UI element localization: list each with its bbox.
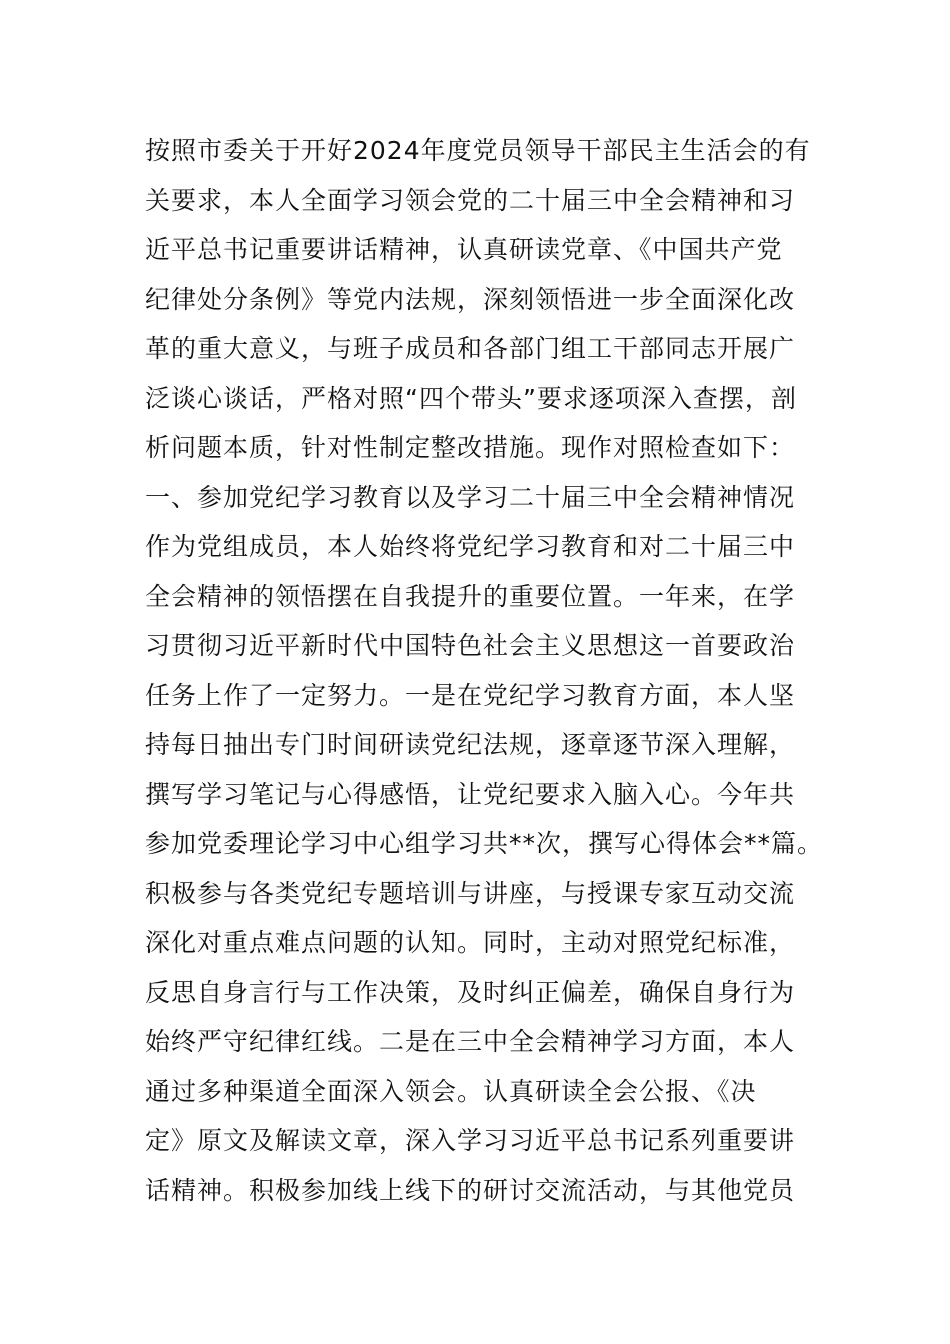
- section-heading: 一、参加党纪学习教育以及学习二十届三中全会精神情况: [145, 482, 796, 512]
- text-line: 近平总书记重要讲话精神，认真研读党章、《中国共产党: [145, 235, 783, 264]
- text-line: 深化对重点难点问题的认知。同时，主动对照党纪标准，: [145, 928, 796, 957]
- text-line: 任务上作了一定努力。一是在党纪学习教育方面，本人坚: [145, 680, 796, 710]
- text-line: 撰写学习笔记与心得感悟，让党纪要求入脑入心。今年共: [145, 779, 796, 809]
- text-line: 全会精神的领悟摆在自我提升的重要位置。一年来，在学: [145, 581, 796, 611]
- text-line: 始终严守纪律红线。二是在三中全会精神学习方面，本人: [145, 1027, 796, 1056]
- text-line: 持每日抽出专门时间研读党纪法规，逐章逐节深入理解，: [145, 730, 796, 759]
- text-line: 析问题本质，针对性制定整改措施。现作对照检查如下：: [145, 433, 796, 462]
- text-line: 积极参与各类党纪专题培训与讲座，与授课专家互动交流: [145, 878, 796, 908]
- text-line: 泛谈心谈话，严格对照“四个带头”要求逐项深入查摆，剖: [145, 383, 797, 413]
- text-line: 定》原文及解读文章，深入学习习近平总书记系列重要讲: [145, 1126, 796, 1155]
- text-line: 关要求，本人全面学习领会党的二十届三中全会精神和习: [145, 185, 796, 215]
- text-line: 话精神。积极参加线上线下的研讨交流活动，与其他党员: [145, 1175, 796, 1205]
- document-body: [145, 126, 845, 1215]
- text-line: 纪律处分条例》等党内法规，深刻领悟进一步全面深化改: [145, 284, 796, 314]
- text-line: 作为党组成员，本人始终将党纪学习教育和对二十届三中: [145, 532, 796, 561]
- text-line: 参加党委理论学习中心组学习共**次，撰写心得体会**篇。: [145, 829, 824, 858]
- text-line: 通过多种渠道全面深入领会。认真研读全会公报、《决: [145, 1076, 757, 1106]
- text-line: 反思自身言行与工作决策，及时纠正偏差，确保自身行为: [145, 977, 796, 1007]
- text-line: 按照市委关于开好2024年度党员领导干部民主生活会的有: [145, 136, 811, 165]
- text-line: 革的重大意义，与班子成员和各部门组工干部同志开展广: [145, 334, 796, 363]
- text-line: 习贯彻习近平新时代中国特色社会主义思想这一首要政治: [145, 631, 796, 660]
